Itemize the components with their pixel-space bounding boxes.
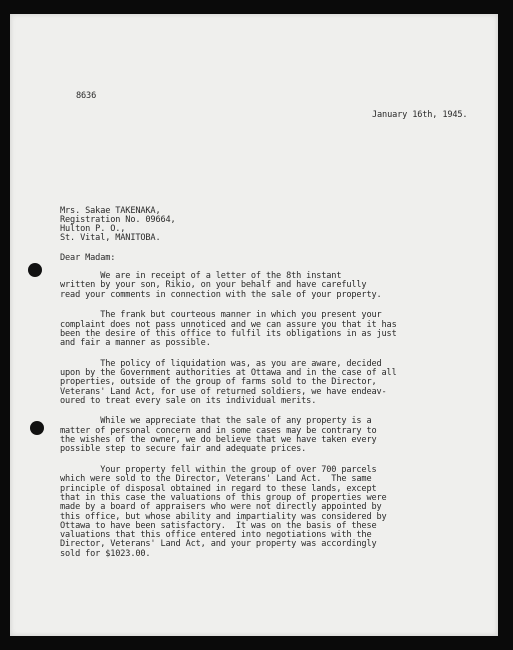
- paragraph-line: valuations that this office entered into negotiations with the: [60, 530, 372, 540]
- paragraph-line: sold for $1023.00.: [60, 549, 151, 559]
- recipient-line: Registration No. 09664,: [60, 215, 176, 225]
- file-number: 8636: [76, 91, 97, 101]
- paragraph-line: The policy of liquidation was, as you are aware, decided: [60, 359, 382, 369]
- paragraph-line: written by your son, Rikio, on your behalf and have carefully: [60, 280, 367, 290]
- binder-hole-upper: [28, 263, 42, 277]
- recipient-line: Hulton P. O.,: [60, 224, 126, 234]
- paragraph-line: made by a board of appraisers who were not directly appointed by: [60, 502, 382, 512]
- paragraph-line: and fair a manner as possible.: [60, 338, 211, 348]
- paragraph-line: The frank but courteous manner in which you present your: [60, 310, 382, 320]
- recipient-line: St. Vital, MANITOBA.: [60, 233, 161, 243]
- paragraph-line: which were sold to the Director, Veterans' Land Act. The same: [60, 474, 372, 484]
- paragraph-line: Director, Veterans' Land Act, and your property was accordingly: [60, 539, 377, 549]
- paragraph-line: oured to treat every sale on its individual merits.: [60, 396, 317, 406]
- paragraph-line: complaint does not pass unnoticed and we can assure you that it has: [60, 320, 397, 330]
- paragraph-line: upon by the Government authorities at Ottawa and in the case of all: [60, 368, 397, 378]
- paragraph-line: principle of disposal obtained in regard to these lands, except: [60, 484, 377, 494]
- binder-hole-lower: [30, 421, 44, 435]
- letter-date: January 16th, 1945.: [372, 110, 468, 120]
- paragraph-line: While we appreciate that the sale of any property is a: [60, 416, 372, 426]
- paragraph-line: that in this case the valuations of this group of properties were: [60, 493, 387, 503]
- paragraph-line: properties, outside of the group of farms sold to the Director,: [60, 377, 377, 387]
- paragraph-line: We are in receipt of a letter of the 8th instant: [60, 271, 342, 281]
- recipient-line: Mrs. Sakae TAKENAKA,: [60, 206, 161, 216]
- paragraph-line: the wishes of the owner, we do believe that we have taken every: [60, 435, 377, 445]
- paragraph-line: been the desire of this office to fulfil its obligations in as just: [60, 329, 397, 339]
- paragraph-line: this office, but whose ability and impartiality was considered by: [60, 512, 387, 522]
- paragraph-line: read your comments in connection with the sale of your property.: [60, 290, 382, 300]
- paragraph-line: Veterans' Land Act, for use of returned soldiers, we have endeav-: [60, 387, 387, 397]
- letter-page: [10, 14, 498, 636]
- paragraph-line: matter of personal concern and in some cases may be contrary to: [60, 426, 377, 436]
- salutation: Dear Madam:: [60, 253, 116, 263]
- paragraph-line: Your property fell within the group of over 700 parcels: [60, 465, 377, 475]
- paragraph-line: Ottawa to have been satisfactory. It was on the basis of these: [60, 521, 377, 531]
- paragraph-line: possible step to secure fair and adequate prices.: [60, 444, 307, 454]
